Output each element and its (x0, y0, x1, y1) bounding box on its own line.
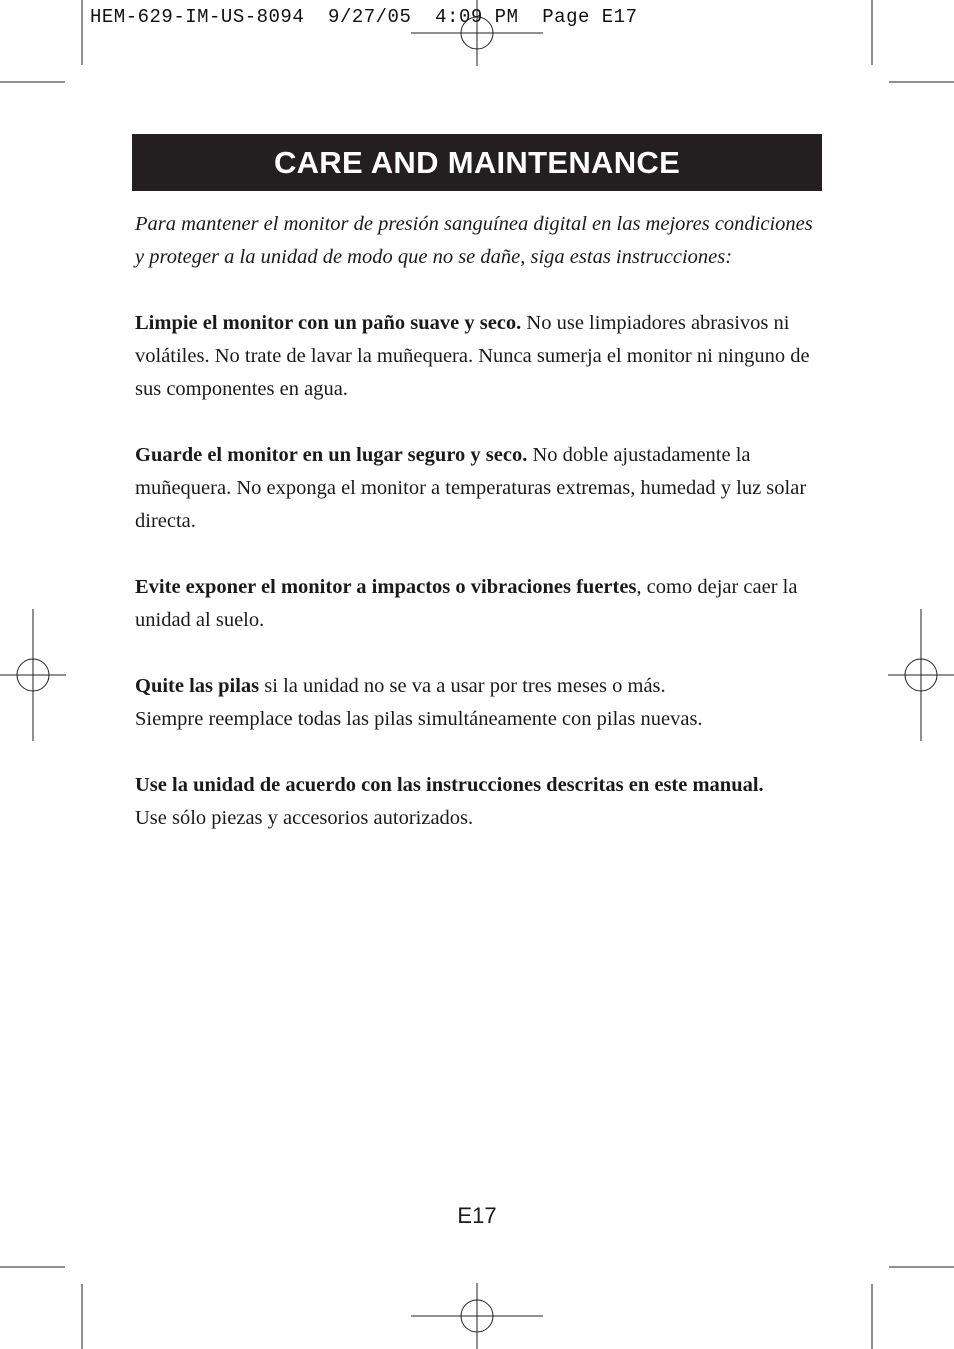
print-slug: HEM-629-IM-US-8094 9/27/05 4:09 PM Page E17 (90, 6, 638, 28)
instruction-heading: Guarde el monitor en un lugar seguro y seco. (135, 444, 528, 466)
section-title-bar (132, 134, 822, 191)
instruction-text: si la unidad no se va a usar por tres meses o más. (259, 675, 666, 697)
intro-paragraph: Para mantener el monitor de presión sanguínea digital en las mejores condiciones y proteger a la unidad de modo que no se dañe, siga estas instrucciones: (135, 213, 813, 268)
instruction-impacts (135, 571, 825, 637)
instruction-heading: Limpie el monitor con un paño suave y seco. (135, 312, 522, 334)
instruction-usage (135, 769, 825, 835)
instruction-text-line2: Siempre reemplace todas las pilas simultáneamente con pilas nuevas. (135, 708, 703, 730)
instruction-heading: Use la unidad de acuerdo con las instrucciones descritas en este manual. (135, 774, 764, 796)
instruction-text-line2: Use sólo piezas y accesorios autorizados. (135, 807, 474, 829)
instruction-text: No use limpiadores abrasivos ni volátiles. No trate de lavar la muñequera. Nunca sumerja el monitor ni ninguno de sus componentes en agua. (135, 312, 810, 400)
instruction-store (135, 439, 825, 538)
instruction-text: , como dejar caer la unidad al suelo. (135, 576, 798, 631)
instruction-text: No doble ajustadamente la muñequera. No exponga el monitor a temperaturas extremas, humedad y luz solar directa. (135, 444, 807, 532)
instruction-clean (135, 307, 825, 406)
instruction-heading: Quite las pilas (135, 675, 260, 697)
page-title: CARE AND MAINTENANCE (273, 144, 681, 180)
care-instructions (135, 208, 825, 868)
instruction-heading: Evite exponer el monitor a impactos o vibraciones fuertes (135, 576, 637, 598)
page-number: E17 (457, 1203, 497, 1228)
instruction-batteries (135, 670, 825, 736)
